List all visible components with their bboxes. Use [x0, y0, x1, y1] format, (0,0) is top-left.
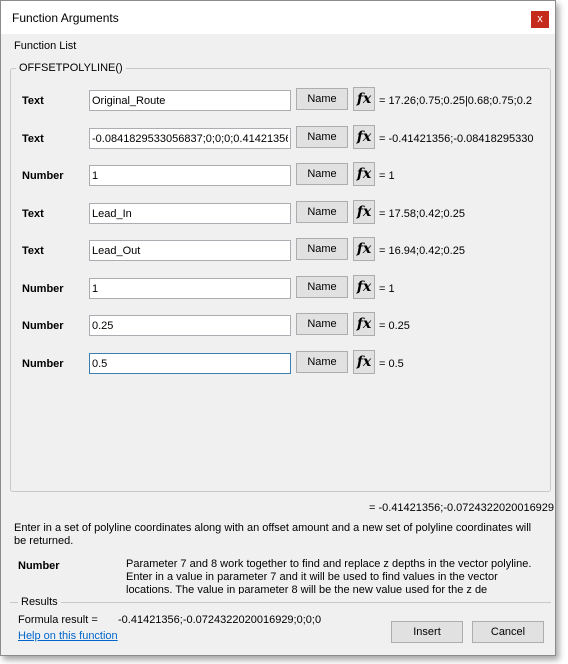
argument-result-8: = 0.5	[379, 358, 404, 370]
close-icon: x	[537, 13, 543, 25]
argument-result-1: = 17.26;0.75;0.25|0.68;0.75;0.2	[379, 95, 533, 107]
name-button-6[interactable]: Name	[296, 276, 348, 298]
formula-result-value: -0.41421356;-0.0724322020016929;0;0;0	[118, 614, 322, 626]
argument-type-label: Text	[22, 133, 44, 145]
argument-input-6[interactable]	[89, 278, 291, 299]
fx-icon[interactable]: fx	[353, 237, 375, 261]
argument-input-1[interactable]	[89, 90, 291, 111]
argument-type-label: Number	[22, 283, 64, 295]
name-button-2[interactable]: Name	[296, 126, 348, 148]
arguments-group	[10, 62, 551, 492]
argument-result-5: = 16.94;0.42;0.25	[379, 245, 465, 257]
argument-result-4: = 17.58;0.42;0.25	[379, 208, 465, 220]
close-button[interactable]	[531, 11, 549, 28]
argument-type-label: Text	[22, 245, 44, 257]
argument-row-6	[11, 278, 550, 302]
name-button-3[interactable]: Name	[296, 163, 348, 185]
help-link[interactable]: Help on this function	[18, 630, 118, 642]
argument-input-3[interactable]	[89, 165, 291, 186]
argument-row-5	[11, 240, 550, 264]
results-group	[10, 596, 551, 650]
fx-icon[interactable]: fx	[353, 87, 375, 111]
argument-input-4[interactable]	[89, 203, 291, 224]
name-button-8[interactable]: Name	[296, 351, 348, 373]
argument-row-3	[11, 165, 550, 189]
name-button-7[interactable]: Name	[296, 313, 348, 335]
argument-type-label: Number	[22, 170, 64, 182]
name-button-1[interactable]: Name	[296, 88, 348, 110]
argument-row-4	[11, 203, 550, 227]
insert-button[interactable]: Insert	[391, 621, 463, 643]
overall-result: = -0.41421356;-0.0724322020016929	[369, 502, 555, 514]
function-list-label: Function List	[14, 40, 77, 52]
dialog-title: Function Arguments	[12, 11, 119, 25]
title-bar	[1, 1, 555, 34]
fx-icon[interactable]: fx	[353, 162, 375, 186]
results-legend: Results	[18, 596, 61, 608]
argument-result-3: = 1	[379, 170, 395, 182]
fx-icon[interactable]: fx	[353, 350, 375, 374]
name-button-4[interactable]: Name	[296, 201, 348, 223]
formula-result-label: Formula result =	[18, 614, 98, 626]
fx-icon[interactable]: fx	[353, 275, 375, 299]
fx-icon[interactable]: fx	[353, 312, 375, 336]
argument-result-7: = 0.25	[379, 320, 410, 332]
argument-input-5[interactable]	[89, 240, 291, 261]
argument-row-8	[11, 353, 550, 377]
parameter-name: Number	[18, 560, 60, 572]
argument-type-label: Number	[22, 320, 64, 332]
parameter-description: Parameter 7 and 8 work together to find and replace z depths in the vector polyline. Enter in a value in parameter 7 and it will be used to find values in the vector locations. The value in parameter 8 will be the new value used for the z de	[126, 558, 532, 594]
cancel-button[interactable]: Cancel	[472, 621, 544, 643]
argument-type-label: Text	[22, 95, 44, 107]
argument-input-7[interactable]	[89, 315, 291, 336]
argument-row-2	[11, 128, 550, 152]
argument-row-7	[11, 315, 550, 339]
name-button-5[interactable]: Name	[296, 238, 348, 260]
function-description: Enter in a set of polyline coordinates along with an offset amount and a new set of polyline coordinates will be returned.	[14, 522, 532, 547]
function-name: OFFSETPOLYLINE()	[16, 62, 126, 74]
argument-input-2[interactable]	[89, 128, 291, 149]
argument-result-6: = 1	[379, 283, 395, 295]
argument-type-label: Text	[22, 208, 44, 220]
fx-icon[interactable]: fx	[353, 125, 375, 149]
fx-icon[interactable]: fx	[353, 200, 375, 224]
argument-input-8[interactable]	[89, 353, 291, 374]
argument-type-label: Number	[22, 358, 64, 370]
argument-row-1	[11, 90, 550, 114]
argument-result-2: = -0.41421356;-0.08418295330	[379, 133, 534, 145]
